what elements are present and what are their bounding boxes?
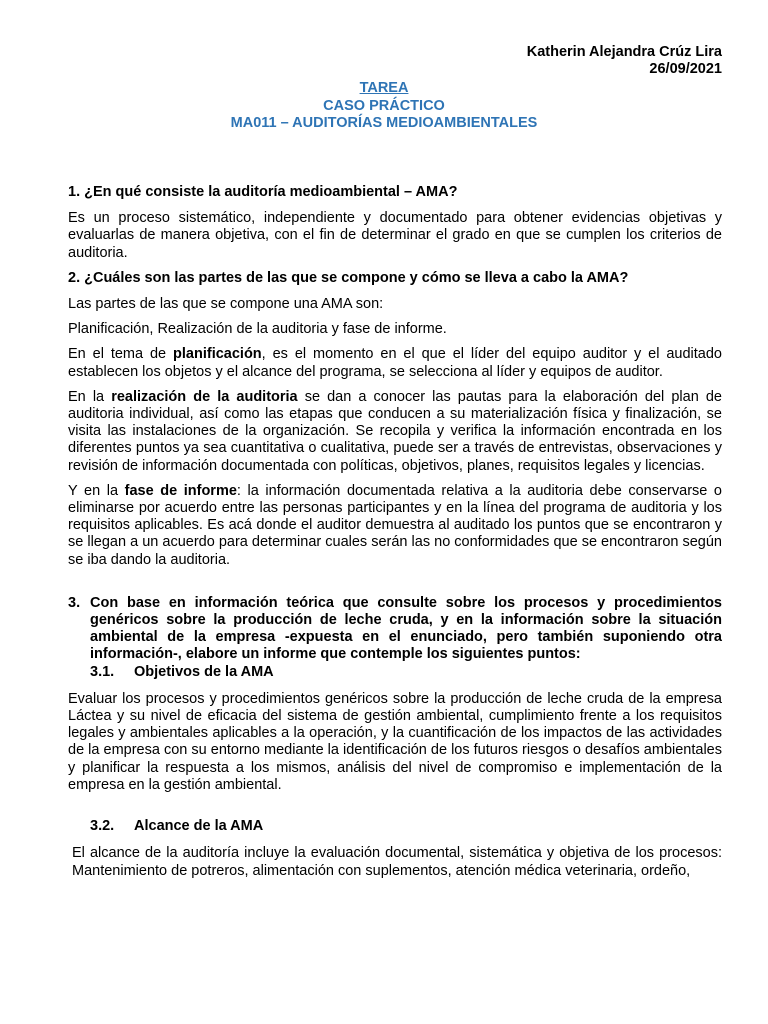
text-run: , es el momento en el que el líder del equipo auditor y el auditado establecen los objetos y el alcance del programa, se selecciona al líder y equipos de auditor.	[68, 346, 722, 380]
section-3-2-text: El alcance de la auditoría incluye la evaluación documental, sistemática y objetiva de los procesos: Mantenimiento de potreros, alimentación con suplementos, atención médica veterinaria, ordeño,	[72, 845, 722, 879]
section-number: 3.1.	[90, 663, 115, 680]
section-3-2-heading	[90, 818, 722, 835]
section-title: Alcance de la AMA	[134, 818, 264, 835]
text-run: se dan a conocer las pautas para la elaboración del plan de auditoria individual, así como las etapas que conducen a su materialización física y finalización, se visita las instalaciones de la organización. Se recopila y verifica la información encontrada en los diferentes puntos ya sea cuantitativa o cualitativa, puede ser a través de entrevistas, observaciones y revisión de información documentada con políticas, objetivos, planes, requisitos legales y licencias.	[68, 388, 722, 474]
author-block	[527, 44, 722, 78]
section-title: Objetivos de la AMA	[134, 663, 274, 680]
author-name: Katherin Alejandra Crúz Lira	[526, 44, 722, 60]
answer-2-planificacion	[68, 346, 722, 380]
text-run: Y en la	[68, 482, 125, 499]
text-run: : la información documentada relativa a la auditoria debe conservarse o eliminarse por acuerdo entre las personas participantes y en la línea del programa de auditoria y los requisitos aplicables. Es acá donde el auditor demuestra al auditado los puntos que se encontraron y se llegan a un acuerdo para determinar cuales serán las no conformidades que se encontraron según se iba dando la auditoria.	[68, 482, 723, 568]
text-run: En el tema de	[68, 346, 174, 363]
question-3	[68, 595, 722, 664]
title-course: MA011 – AUDITORÍAS MEDIOAMBIENTALES	[230, 115, 538, 131]
document-date: 26/09/2021	[649, 61, 722, 77]
bold-term: realización de la auditoria	[111, 388, 298, 405]
answer-1: Es un proceso sistemático, independiente y documentado para obtener evidencias objetivas y evaluarlas de manera objetiva, con el fin de determinar el grado en que se cumplen los criterios de auditoria.	[68, 210, 722, 261]
answer-2-parts: Planificación, Realización de la auditoria y fase de informe.	[68, 321, 447, 338]
answer-2-intro: Las partes de las que se compone una AMA son:	[68, 296, 384, 313]
bold-term: fase de informe	[124, 482, 237, 499]
section-3-1-heading	[90, 664, 722, 681]
section-number: 3.2.	[90, 818, 115, 835]
title-caso-practico: CASO PRÁCTICO	[323, 97, 445, 114]
question-2: 2. ¿Cuáles son las partes de las que se compone y cómo se lleva a cabo la AMA?	[68, 269, 629, 286]
answer-2-realizacion	[68, 389, 722, 475]
question-number: 3.	[68, 594, 81, 611]
question-1: 1. ¿En qué consiste la auditoría medioambiental – AMA?	[68, 184, 458, 200]
title-block	[0, 80, 768, 133]
question-3-text: Con base en información teórica que consulte sobre los procesos y procedimientos genéricos sobre la producción de leche cruda, y en la información sobre la situación ambiental de la empresa -expuesta en el enunciado, pero también suponiendo otra información-, elabore un informe que contemple los siguientes puntos:	[90, 594, 722, 663]
section-3-1-text: Evaluar los procesos y procedimientos genéricos sobre la producción de leche cruda de la empresa Láctea y su nivel de eficacia del sistema de gestión ambiental, cumplimiento frente a los requisitos legales y ambientales aplicables a la operación, y la cuantificación de los impactos de las actividades de la empresa con su entorno mediante la identificación de los futuros riesgos o desafíos ambientales y planificar la respuesta a los mismos, análisis del nivel de compromiso e implementación de la empresa en la gestión ambiental.	[68, 690, 722, 793]
bold-term: planificación	[173, 346, 262, 363]
answer-2-informe	[68, 483, 722, 569]
text-run: En la	[68, 388, 112, 405]
title-tarea: TAREA	[359, 80, 409, 96]
document-body	[68, 184, 722, 888]
